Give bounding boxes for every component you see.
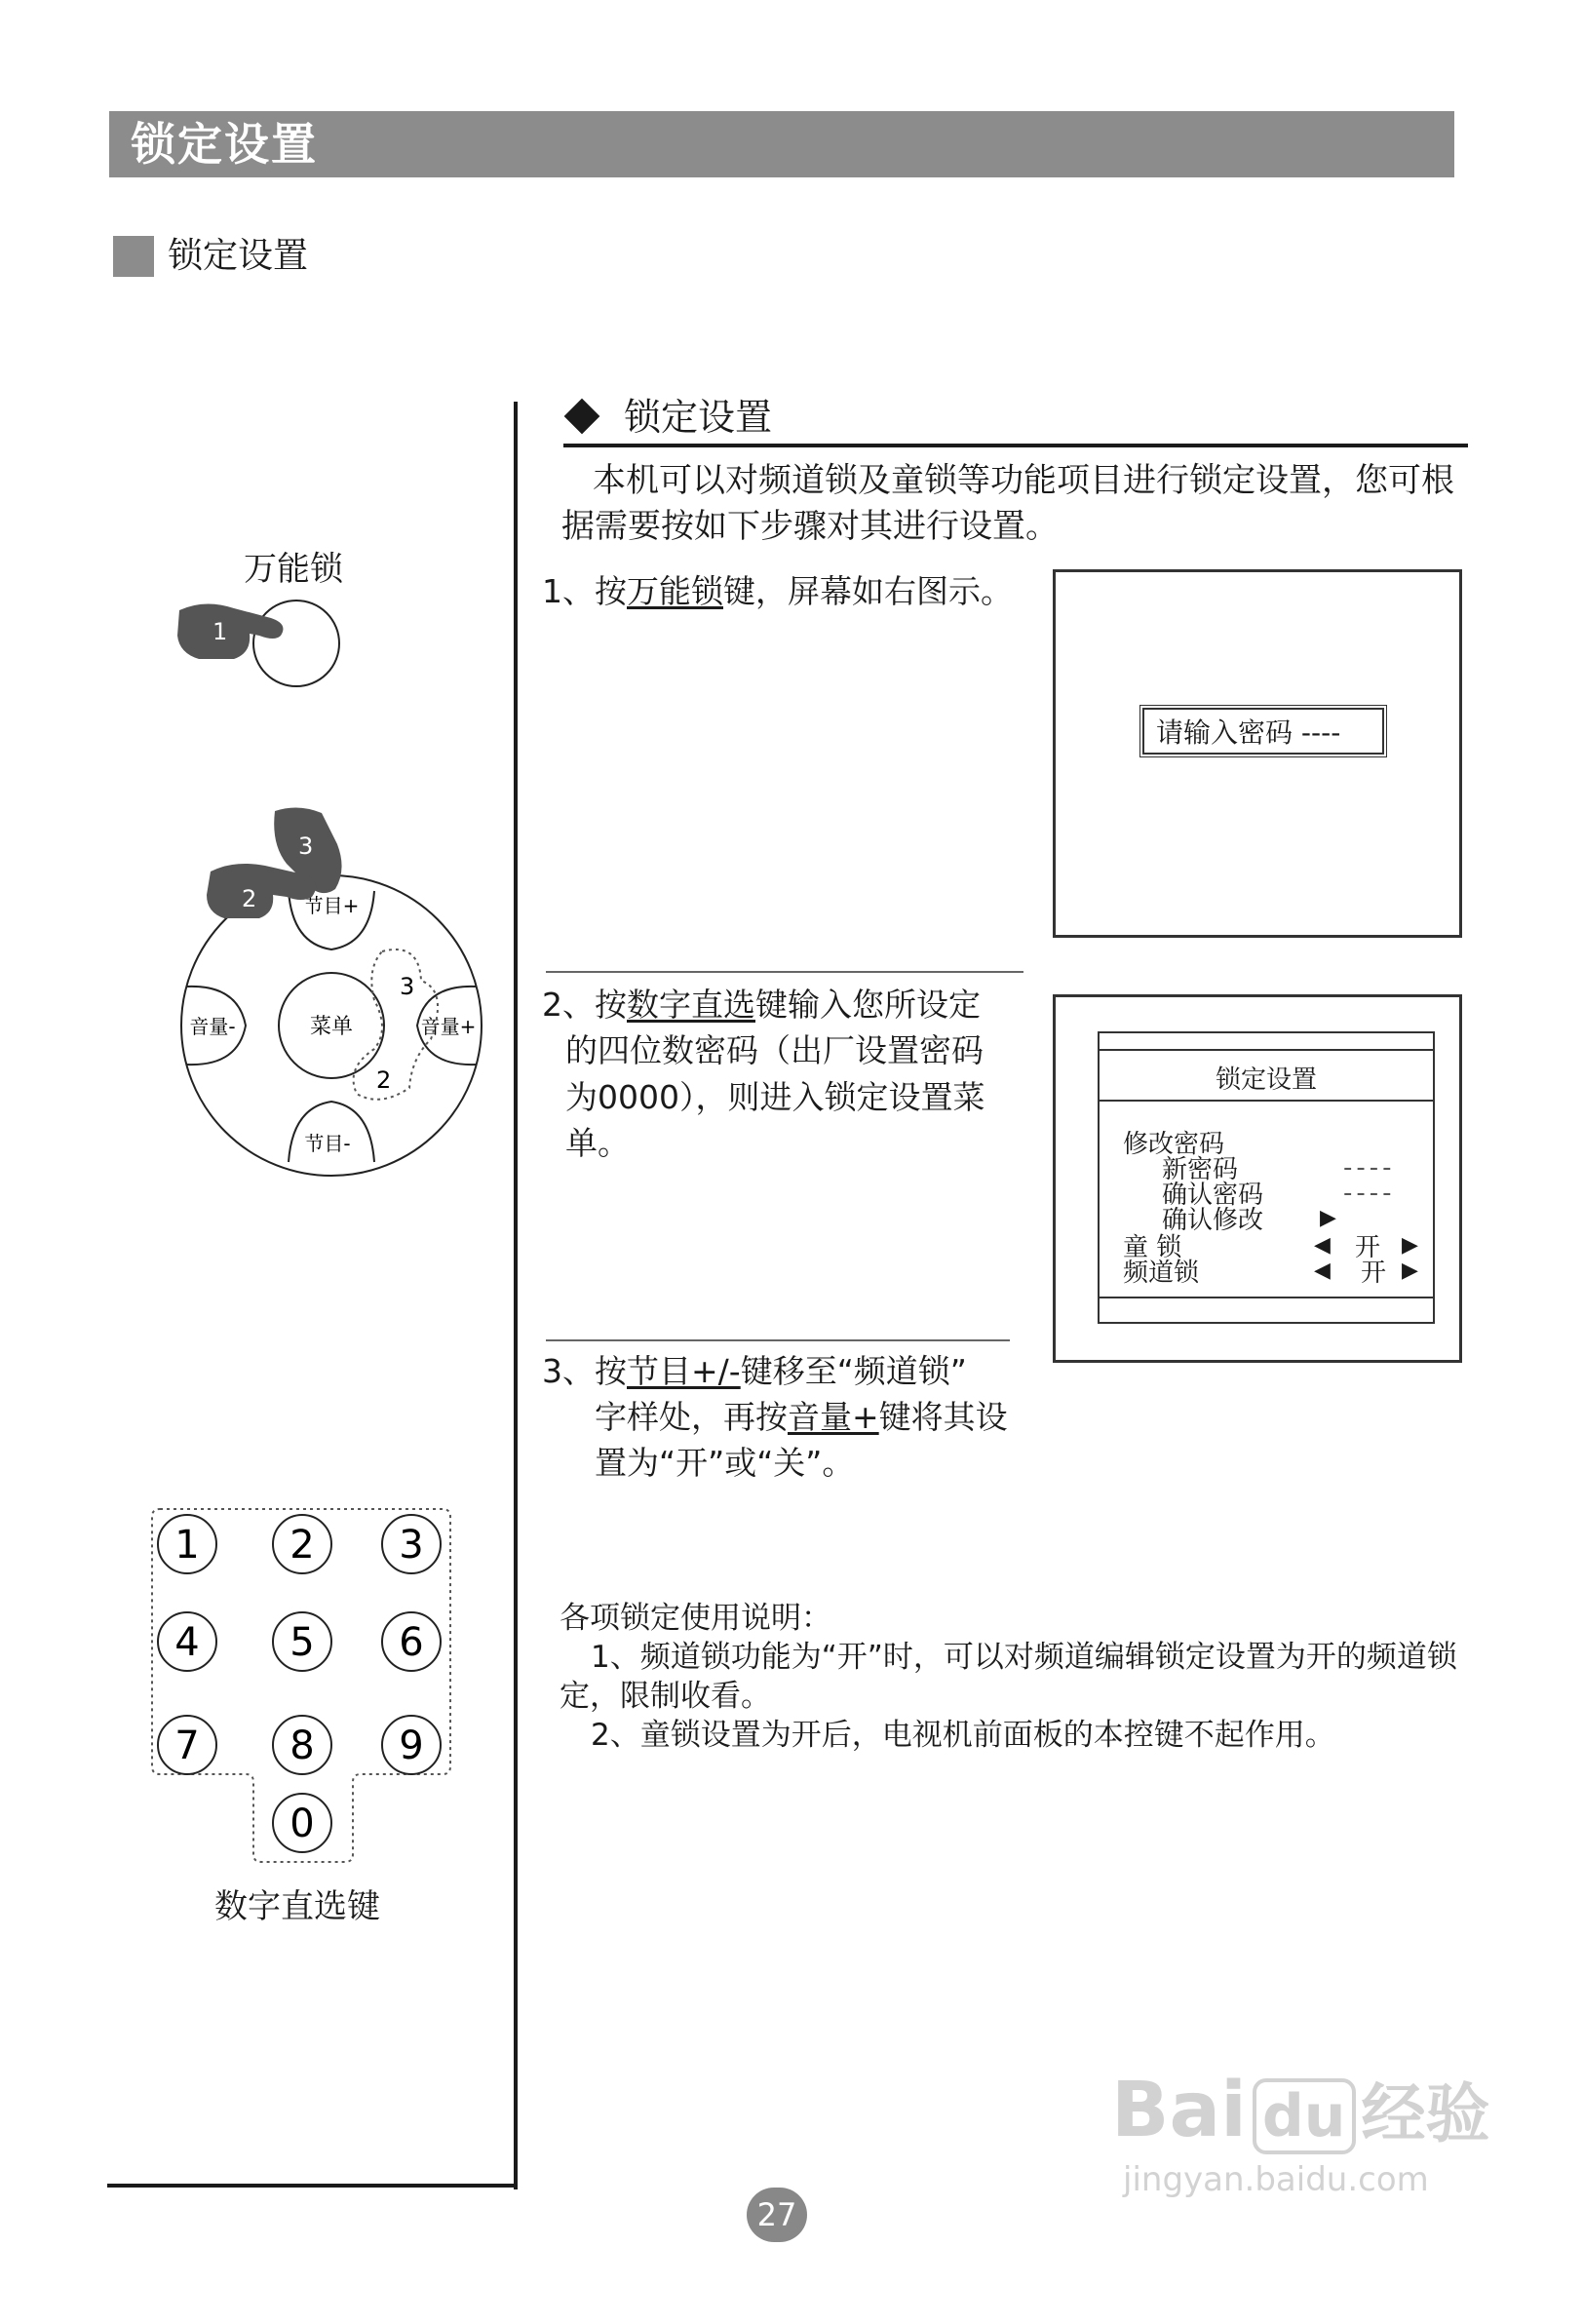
menu-item-child-lock[interactable]: 童 锁 <box>1123 1233 1182 1262</box>
lock-hand-number: 1 <box>212 618 228 645</box>
password-prompt-box: 请输入密码 ---- <box>1142 708 1384 755</box>
step-3-key2: 音量+ <box>788 1398 879 1436</box>
step-3-rule <box>546 1339 1010 1341</box>
menu-bottom-rule <box>1100 1297 1433 1298</box>
menu-title: 锁定设置 <box>1215 1065 1317 1095</box>
diamond-bullet-icon <box>564 399 600 435</box>
child-lock-value: 开 <box>1355 1233 1381 1262</box>
confirm-change-arrow-icon[interactable]: ▶ <box>1320 1206 1336 1230</box>
section-rule <box>563 444 1468 447</box>
step-2-suffix: 键输入您所设定 <box>755 986 981 1024</box>
notes-item-1: 1、频道锁功能为“开”时，可以对频道编辑锁定设置为开的频道锁定，限制收看。 <box>560 1640 1457 1714</box>
dpad-illustration <box>166 805 497 1185</box>
step-1-key: 万能锁 <box>627 572 723 610</box>
trace-number-2: 2 <box>376 1066 392 1094</box>
dpad-center-label: 菜单 <box>309 1015 354 1039</box>
hand-left-number: 2 <box>242 885 257 912</box>
digit-key-label-2: 2 <box>290 1523 315 1568</box>
menu-item-confirm-password[interactable]: 确认密码 <box>1162 1181 1264 1210</box>
digit-key-label-0: 0 <box>290 1801 315 1846</box>
dpad-down-label: 节目- <box>304 1132 351 1155</box>
new-password-value: ---- <box>1343 1153 1396 1182</box>
step-2-rule <box>546 971 1023 973</box>
menu-title-rule <box>1100 1100 1433 1102</box>
menu-item-new-password[interactable]: 新密码 <box>1162 1155 1239 1184</box>
lock-key-illustration <box>166 585 351 702</box>
numeric-keypad-label: 数字直选键 <box>214 1887 380 1926</box>
notes-item-2: 2、童锁设置为开后，电视机前面板的本控键不起作用。 <box>591 1718 1335 1753</box>
confirm-password-value: ---- <box>1343 1179 1396 1208</box>
header-title: 锁定设置 <box>131 118 318 171</box>
channel-lock-right-arrow-icon[interactable]: ▶ <box>1402 1259 1418 1283</box>
watermark-url: jingyan.baidu.com <box>1123 2160 1429 2199</box>
section-intro: 本机可以对频道锁及童锁等功能项目进行锁定设置，您可根据需要按如下步骤对其进行设置。 <box>561 461 1454 546</box>
step-2-line4: 单。 <box>565 1124 630 1162</box>
step-2-line2: 的四位数密码（出厂设置密码 <box>565 1031 984 1069</box>
digit-key-label-5: 5 <box>290 1620 315 1665</box>
subheading-title: 锁定设置 <box>168 236 309 276</box>
step-3-line3: 置为“开”或“关”。 <box>595 1444 855 1482</box>
step-3-prefix: 3、按 <box>542 1352 627 1390</box>
dpad-up-label: 节目+ <box>303 894 360 917</box>
digit-key-label-1: 1 <box>174 1523 200 1568</box>
trace-number-3: 3 <box>400 973 415 1000</box>
digit-key-label-9: 9 <box>399 1724 424 1768</box>
watermark-brand: Bai <box>1111 2067 1247 2154</box>
step-1-suffix: 键，屏幕如右图示。 <box>723 572 1013 610</box>
lock-key-label: 万能锁 <box>244 550 343 589</box>
watermark-brand2: du <box>1253 2078 1356 2154</box>
watermark <box>1111 2067 1490 2199</box>
section-title: 锁定设置 <box>624 396 773 439</box>
subheading-square <box>113 236 154 277</box>
step-2-line3: 为0000），则进入锁定设置菜 <box>565 1078 985 1116</box>
menu-item-channel-lock[interactable]: 频道锁 <box>1123 1259 1200 1288</box>
menu-top-rule <box>1100 1049 1433 1051</box>
dpad-right-label: 音量+ <box>420 1015 477 1038</box>
step-1 <box>542 569 1013 614</box>
hand-up-number: 3 <box>298 833 314 860</box>
digit-key-label-7: 7 <box>174 1724 200 1768</box>
step-3 <box>542 1349 1008 1486</box>
step-3-line2a: 字样处，再按 <box>595 1398 788 1436</box>
numeric-keypad <box>146 1501 458 1872</box>
page-number: 27 <box>747 2188 807 2242</box>
lock-menu-panel <box>1098 1031 1435 1324</box>
watermark-suffix: 经验 <box>1361 2076 1490 2151</box>
header-bar <box>109 111 1454 177</box>
child-lock-right-arrow-icon[interactable]: ▶ <box>1402 1233 1418 1258</box>
lock-key-button[interactable] <box>253 600 339 686</box>
step-3-mid: 键移至“频道锁” <box>740 1352 967 1390</box>
bottom-rule <box>107 2184 517 2188</box>
step-3-key: 节目+/- <box>627 1352 741 1390</box>
child-lock-left-arrow-icon[interactable]: ◀ <box>1314 1233 1331 1258</box>
step-2-prefix: 2、按 <box>542 986 627 1024</box>
step-2-key: 数字直选 <box>627 986 755 1024</box>
step-2 <box>542 983 985 1166</box>
digit-key-label-4: 4 <box>174 1620 200 1665</box>
digit-key-label-8: 8 <box>290 1724 315 1768</box>
step-3-line2b: 键将其设 <box>878 1398 1008 1436</box>
column-divider <box>514 402 518 2189</box>
dpad-left-label: 音量- <box>189 1015 236 1038</box>
digit-key-label-3: 3 <box>399 1523 424 1568</box>
step-1-prefix: 1、按 <box>542 572 627 610</box>
channel-lock-left-arrow-icon[interactable]: ◀ <box>1314 1259 1331 1283</box>
digit-key-label-6: 6 <box>399 1620 424 1665</box>
notes-heading: 各项锁定使用说明： <box>560 1601 831 1636</box>
channel-lock-value: 开 <box>1361 1259 1387 1288</box>
menu-item-change-password[interactable]: 修改密码 <box>1123 1130 1225 1159</box>
menu-item-confirm-change[interactable]: 确认修改 <box>1162 1206 1264 1235</box>
usage-notes <box>560 1599 1495 1755</box>
